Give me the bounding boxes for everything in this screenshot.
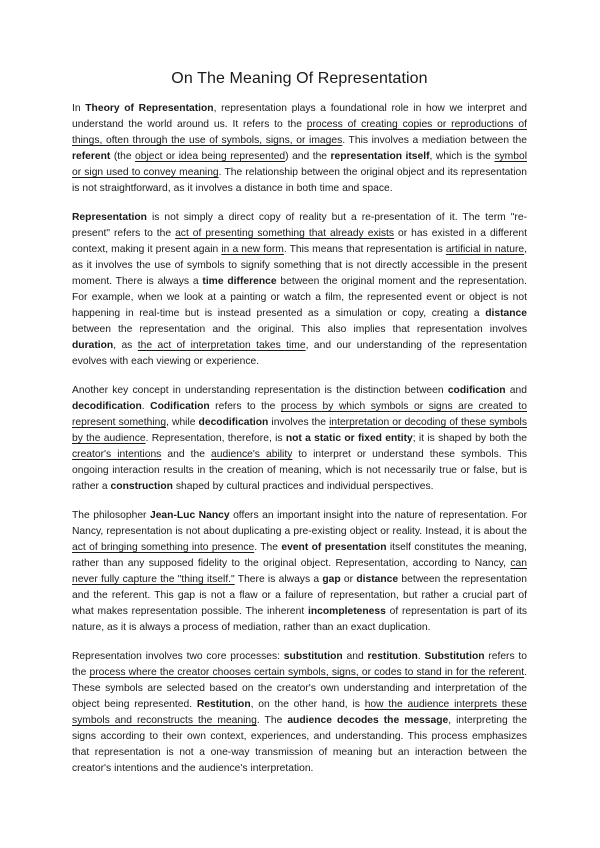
text-run: shaped by cultural practices and individual perspectives. bbox=[172, 481, 434, 492]
text-run: . The bbox=[256, 715, 288, 726]
text-run: ) and the bbox=[285, 151, 331, 162]
underlined-phrase: artificial in nature bbox=[445, 244, 525, 255]
bold-term: distance bbox=[485, 308, 527, 319]
bold-term: gap bbox=[322, 574, 341, 585]
underlined-phrase: process by which symbols or signs are created to represent something bbox=[72, 401, 527, 428]
text-run: between the representation and the referent. This gap is not a flaw or a failure of representation, but rather a crucial part of what makes representation possible. The inherent bbox=[72, 574, 527, 617]
underlined-phrase: process where the creator chooses certain symbols, signs, or codes to stand in for the referent bbox=[89, 667, 525, 678]
bold-term: audience decodes the message bbox=[287, 715, 449, 726]
bold-term: representation itself bbox=[330, 151, 430, 162]
bold-term: codification bbox=[447, 385, 506, 396]
text-run: . bbox=[417, 651, 425, 662]
bold-term: construction bbox=[110, 481, 173, 492]
bold-term: Representation bbox=[72, 212, 147, 223]
text-run: between the representation and the original. This also implies that representation involves bbox=[72, 324, 527, 335]
bold-term: event of presentation bbox=[281, 542, 387, 553]
bold-term: distance bbox=[356, 574, 399, 585]
text-run: involves the bbox=[268, 417, 330, 428]
text-run: , as it involves the use of symbols to signify something that is not directly accessible in the present moment. There is always a bbox=[72, 244, 527, 287]
bold-term: restitution bbox=[367, 651, 418, 662]
text-run: between the original moment and the representation. For example, when we look at a painting or watch a film, the represented event or object is not happening in real-time but is instead presented as a simulation or copy, creating a bbox=[72, 276, 527, 319]
text-run: There is always a bbox=[234, 574, 323, 585]
text-run: or bbox=[340, 574, 357, 585]
underlined-phrase: interpretation or decoding of these symbols by the audience bbox=[72, 417, 527, 444]
text-run: , and our understanding of the representation evolves with each viewing or experience. bbox=[72, 340, 527, 367]
bold-term: time difference bbox=[202, 276, 277, 287]
bold-term: incompleteness bbox=[308, 606, 386, 617]
text-run: . These symbols are selected based on the creator's own understanding and interpretation of the object being represented. bbox=[72, 667, 527, 710]
text-run: , while bbox=[166, 417, 199, 428]
underlined-phrase: symbol or sign used to convey meaning bbox=[72, 151, 527, 178]
underlined-phrase: process of creating copies or reproductions of things, often through the use of symbols, signs, or images bbox=[72, 119, 527, 146]
bold-term: not a static or fixed entity bbox=[285, 433, 413, 444]
bold-term: referent bbox=[72, 151, 111, 162]
underlined-phrase: object or idea being represented bbox=[135, 151, 286, 162]
paragraph-re-presentation bbox=[72, 210, 527, 370]
text-run: Another key concept in understanding representation is the distinction between bbox=[72, 385, 448, 396]
text-run: to interpret or understand these symbols. This ongoing interaction results in the creation of meaning, which is not necessarily true or false, but is rather a bbox=[72, 449, 527, 492]
underlined-phrase: the act of interpretation takes time bbox=[137, 340, 306, 351]
text-run: Representation involves two core processes: bbox=[72, 651, 284, 662]
text-run: and bbox=[505, 385, 527, 396]
text-run: refers to the bbox=[209, 401, 281, 412]
text-run: . The bbox=[254, 542, 282, 553]
bold-term: Restitution bbox=[196, 699, 251, 710]
bold-term: Codification bbox=[150, 401, 210, 412]
paragraph-codification bbox=[72, 383, 527, 495]
paragraph-substitution-restitution bbox=[72, 649, 527, 777]
text-run: In bbox=[72, 103, 86, 114]
underlined-phrase: audience's ability bbox=[211, 449, 293, 460]
text-run: The philosopher bbox=[72, 510, 150, 521]
text-run: , which is the bbox=[429, 151, 495, 162]
text-run: , on the other hand, is bbox=[250, 699, 365, 710]
text-run: . This means that representation is bbox=[283, 244, 446, 255]
text-run: , as bbox=[113, 340, 138, 351]
underlined-phrase: act of bringing something into presence bbox=[72, 542, 255, 553]
bold-term: Substitution bbox=[424, 651, 485, 662]
text-run: and bbox=[342, 651, 368, 662]
paragraph-jean-luc-nancy bbox=[72, 508, 527, 636]
text-run: and the bbox=[161, 449, 212, 460]
text-run: itself constitutes the meaning, rather than any supposed fidelity to the original object. Representation, according to Nancy, bbox=[72, 542, 527, 569]
text-run: refers to the bbox=[72, 651, 528, 678]
bold-term: Theory of Representation bbox=[85, 103, 214, 114]
text-run: . bbox=[141, 401, 151, 412]
text-run: . This involves a mediation between the bbox=[342, 135, 527, 146]
underlined-phrase: how the audience interprets these symbols and reconstructs the meaning bbox=[72, 699, 527, 726]
bold-term: decodification bbox=[72, 401, 142, 412]
underlined-phrase: in a new form bbox=[221, 244, 284, 255]
text-run: (the bbox=[110, 151, 136, 162]
bold-term: decodification bbox=[198, 417, 269, 428]
text-run: offers an important insight into the nature of representation. For Nancy, representation is not about duplicating a pre-existing object or reality. Instead, it is about the bbox=[72, 510, 528, 537]
bold-term: duration bbox=[72, 340, 114, 351]
paragraph-theory-of-representation bbox=[72, 101, 527, 197]
text-run: . The relationship between the original object and its representation is not straightforward, as it involves a distance in both time and space. bbox=[72, 167, 528, 194]
text-run: of representation is part of its nature, as it is always a process of mediation, rather than an exact duplication. bbox=[72, 606, 527, 633]
bold-term: Jean-Luc Nancy bbox=[149, 510, 230, 521]
text-run: or has existed in a different context, making it present again bbox=[72, 228, 527, 255]
underlined-phrase: act of presenting something that already exists bbox=[175, 228, 395, 239]
text-run: ; it is shaped by both the bbox=[412, 433, 527, 444]
text-run: , interpreting the signs according to their own context, experiences, and understanding. This process emphasizes that representation is not a one-way transmission of meaning but an interaction between the creator's intentions and the audience's interpretation. bbox=[72, 715, 527, 774]
text-run: is not simply a direct copy of reality but a re-presentation of it. The term "re-present" refers to the bbox=[72, 212, 527, 239]
text-run: . Representation, therefore, is bbox=[145, 433, 286, 444]
underlined-phrase: creator's intentions bbox=[72, 449, 162, 460]
underlined-phrase: can never fully capture the "thing itself." bbox=[72, 558, 527, 585]
bold-term: substitution bbox=[283, 651, 343, 662]
text-run: , representation plays a foundational role in how we interpret and understand the world around us. It refers to the bbox=[72, 103, 527, 130]
page-title: On The Meaning Of Representation bbox=[171, 70, 428, 87]
